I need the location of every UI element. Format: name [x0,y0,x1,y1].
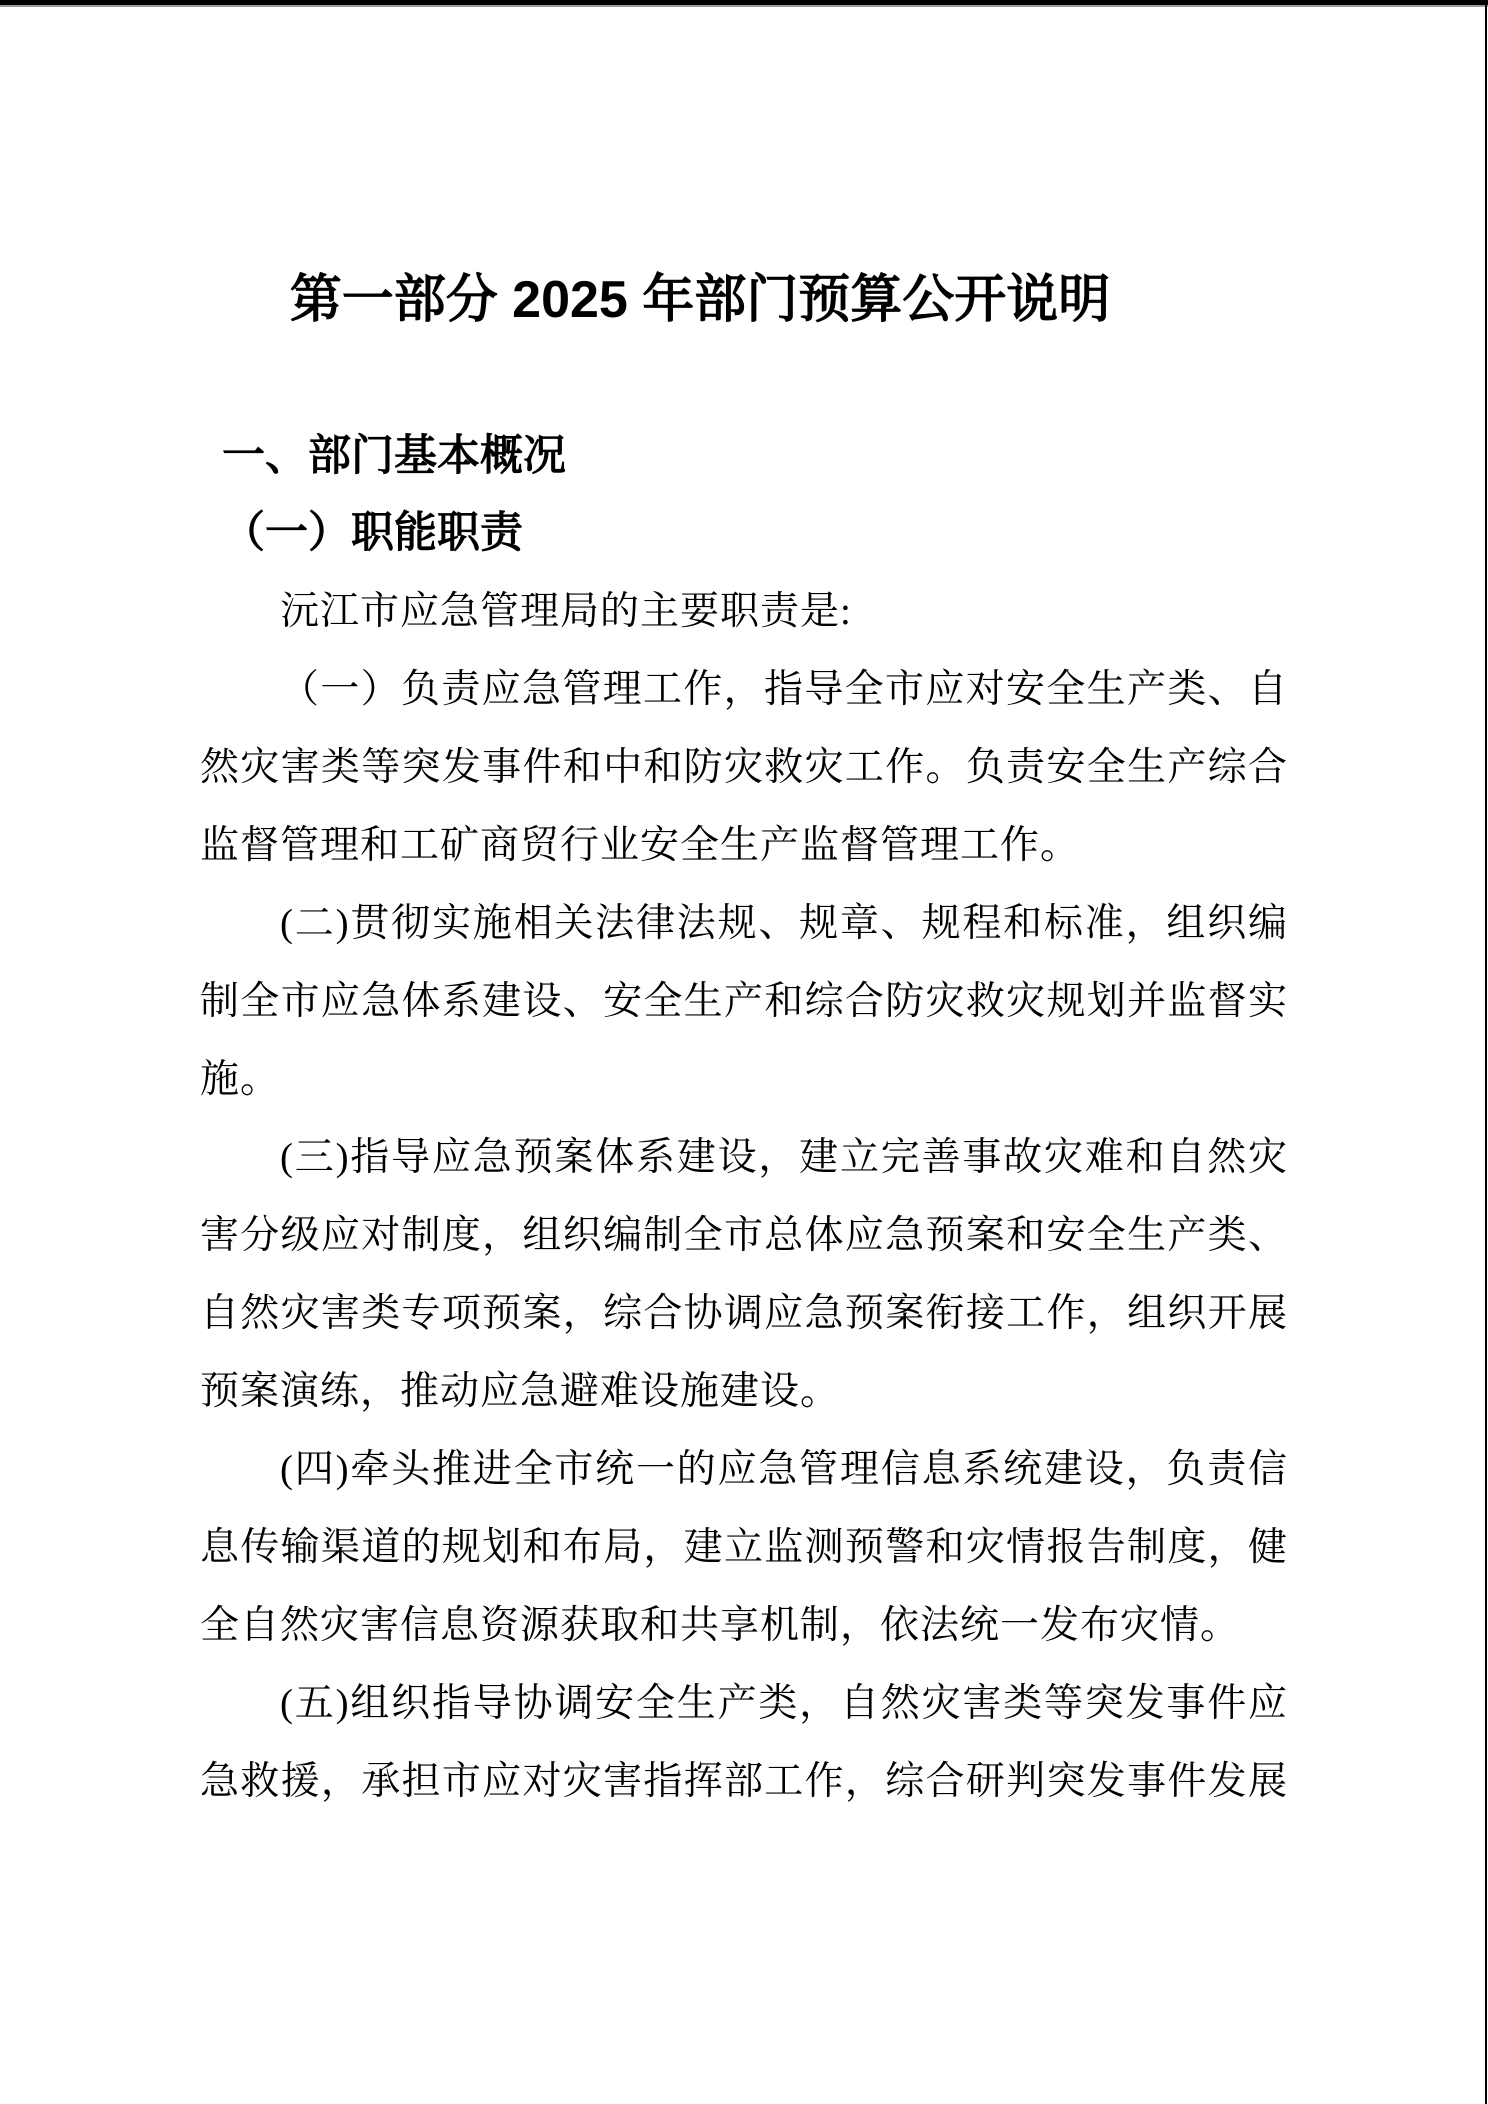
paragraph-line: (二)贯彻实施相关法律法规、规章、规程和标准，组织编 [280,902,1288,945]
paragraph-line: (四)牵头推进全市统一的应急管理信息系统建设，负责信 [280,1448,1288,1491]
paragraph-line: 息传输渠道的规划和布局，建立监测预警和灾情报告制度，健 [200,1526,1288,1569]
page-top-border [0,0,1488,7]
paragraph-line: 害分级应对制度，组织编制全市总体应急预案和安全生产类、 [200,1214,1288,1257]
document-title-text: 第一部分 2025 年部门预算公开说明 [289,271,1111,329]
paragraph-line: 自然灾害类专项预案，综合协调应急预案衔接工作，组织开展 [200,1292,1288,1335]
paragraph-line: (五)组织指导协调安全生产类，自然灾害类等突发事件应 [280,1682,1288,1725]
section-heading: 一、部门基本概况 [222,432,566,480]
page-right-border [1485,0,1487,2104]
subsection-heading: （一）职能职责 [222,510,523,557]
paragraph-line: 预案演练，推动应急避难设施建设。 [200,1370,841,1413]
paragraph-line: 全自然灾害信息资源获取和共享机制，依法统一发布灾情。 [200,1604,1241,1647]
body-paragraphs [200,573,1288,1821]
document-title [200,261,1288,339]
paragraph-line: 急救援，承担市应对灾害指挥部工作，综合研判突发事件发展 [200,1760,1288,1803]
paragraph-line: （一）负责应急管理工作，指导全市应对安全生产类、自 [280,668,1288,711]
paragraph-line: (三)指导应急预案体系建设，建立完善事故灾难和自然灾 [280,1136,1288,1179]
paragraph-line: 施。 [200,1058,281,1101]
document-content [200,261,1288,1821]
paragraph-line: 沅江市应急管理局的主要职责是: [280,590,852,633]
paragraph-line: 然灾害类等突发事件和中和防灾救灾工作。负责安全生产综合 [200,746,1288,789]
paragraph-line: 制全市应急体系建设、安全生产和综合防灾救灾规划并监督实 [200,980,1288,1023]
paragraph-line: 监督管理和工矿商贸行业安全生产监督管理工作。 [200,824,1081,867]
